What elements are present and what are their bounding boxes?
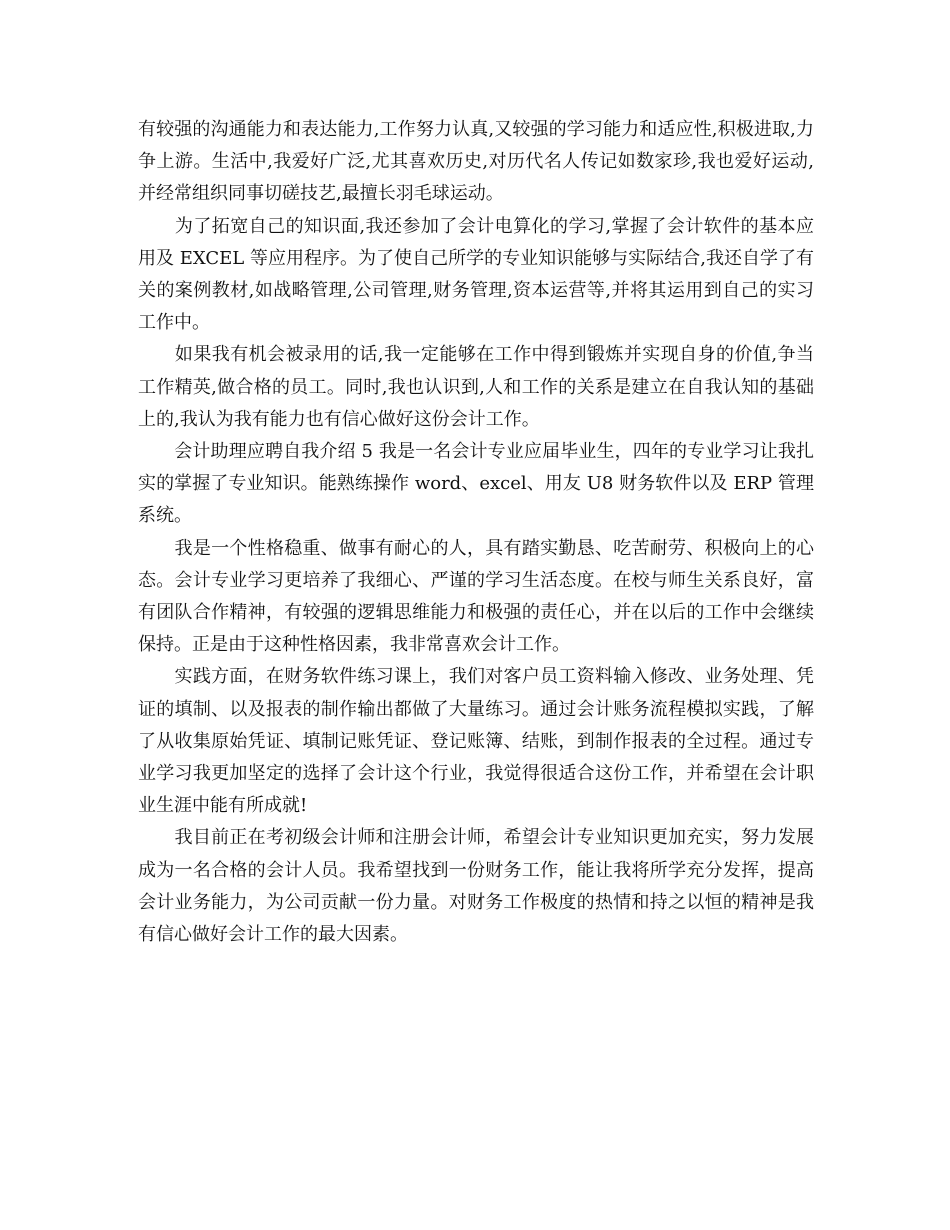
paragraph-4: 会计助理应聘自我介绍 5 我是一名会计专业应届毕业生，四年的专业学习让我扎实的掌握了专业知识。能熟练操作 word、excel、用友 U8 财务软件以及 ERP 管理系统。 [138, 441, 814, 527]
paragraph-3: 如果我有机会被录用的话,我一定能够在工作中得到锻炼并实现自身的价值,争当工作精英,做合格的员工。同时,我也认识到,人和工作的关系是建立在自我认知的基础上的,我认为我有能力也有信心做好这份会计工作。 [138, 344, 814, 430]
paragraph-7: 我目前正在考初级会计师和注册会计师，希望会计专业知识更加充实，努力发展成为一名合格的会计人员。我希望找到一份财务工作，能让我将所学充分发挥，提高会计业务能力，为公司贡献一份力量。对财务工作极度的热情和持之以恒的精神是我有信心做好会计工作的最大因素。 [138, 827, 814, 946]
paragraph-5: 我是一个性格稳重、做事有耐心的人，具有踏实勤恳、吃苦耐劳、积极向上的心态。会计专业学习更培养了我细心、严谨的学习生活态度。在校与师生关系良好，富有团队合作精神，有较强的逻辑思维能力和极强的责任心，并在以后的工作中会继续保持。正是由于这种性格因素，我非常喜欢会计工作。 [138, 537, 814, 656]
paragraph-2: 为了拓宽自己的知识面,我还参加了会计电算化的学习,掌握了会计软件的基本应用及 EXCEL 等应用程序。为了使自己所学的专业知识能够与实际结合,我还自学了有关的案例教材,如战略管理,公司管理,财务管理,资本运营等,并将其运用到自己的实习工作中。 [138, 215, 814, 334]
paragraph-6: 实践方面，在财务软件练习课上，我们对客户员工资料输入修改、业务处理、凭证的填制、以及报表的制作输出都做了大量练习。通过会计账务流程模拟实践，了解了从收集原始凭证、填制记账凭证、登记账簿、结账，到制作报表的全过程。通过专业学习我更加坚定的选择了会计这个行业，我觉得很适合这份工作，并希望在会计职业生涯中能有所成就! [138, 666, 814, 817]
document-body [138, 114, 814, 951]
paragraph-1: 有较强的沟通能力和表达能力,工作努力认真,又较强的学习能力和适应性,积极进取,力争上游。生活中,我爱好广泛,尤其喜欢历史,对历代名人传记如数家珍,我也爱好运动,并经常组织同事切磋技艺,最擅长羽毛球运动。 [138, 119, 814, 205]
